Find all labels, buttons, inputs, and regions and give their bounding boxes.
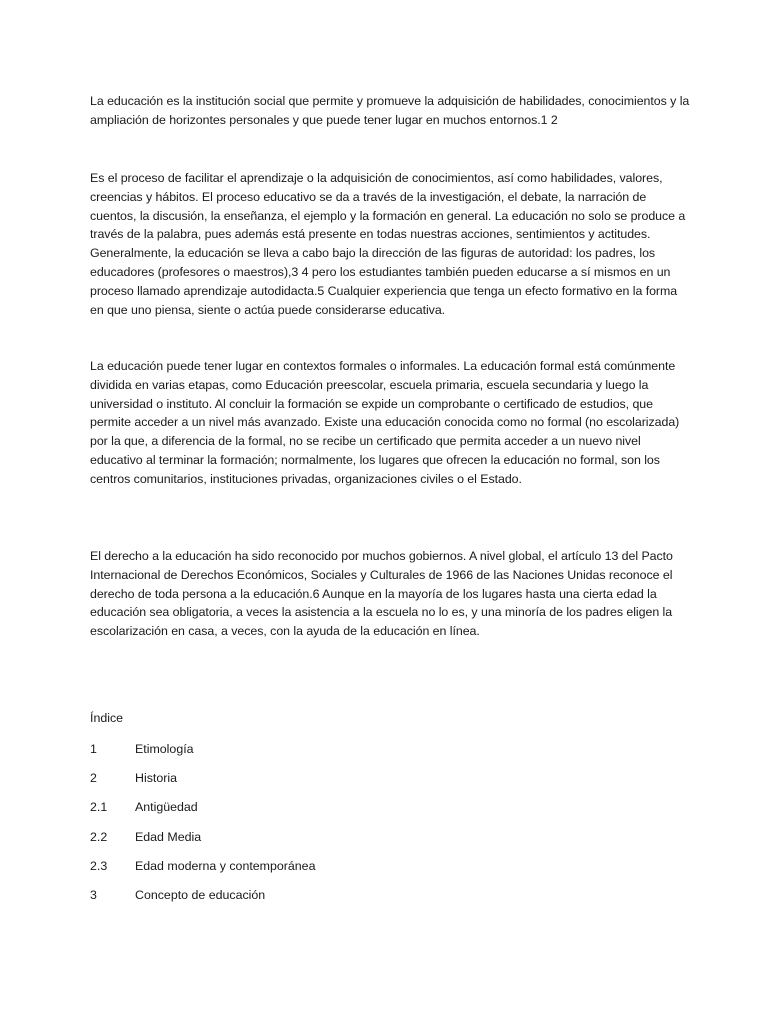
toc-label: Edad Media <box>135 829 202 844</box>
toc-label: Etimología <box>135 742 194 756</box>
toc-item[interactable] <box>90 828 315 857</box>
toc-item[interactable] <box>90 740 315 769</box>
toc-item[interactable] <box>90 798 315 827</box>
toc-number: 2.3 <box>90 858 108 873</box>
toc-number: 2.2 <box>90 829 108 844</box>
toc-item[interactable] <box>90 857 315 886</box>
table-of-contents <box>90 740 315 915</box>
toc-number: 2.1 <box>90 800 108 815</box>
paragraph-process: Es el proceso de facilitar el aprendizaje o la adquisición de conocimientos, así como habilidades, valores, creencias y hábitos. El proceso educativo se da a través de la investigación, el debate, la narración de cuentos, la discusión, la enseñanza, el ejemplo y la formación en general. La educación no solo se produce a través de la palabra, pues además está presente en todas nuestras acciones, sentimientos y actitudes. Generalmente, la educación se lleva a cabo bajo la dirección de las figuras de autoridad: los padres, los educadores (profesores o maestros),3 4 pero los estudiantes también pueden educarse a sí mismos en un proceso llamado aprendizaje autodidacta.5 Cualquier experiencia que tenga un efecto formativo en la forma en que uno piensa, siente o actúa puede considerarse educativa. <box>90 171 686 317</box>
index-title: Índice <box>90 711 124 725</box>
toc-number: 2 <box>90 771 97 786</box>
toc-number: 3 <box>90 887 97 902</box>
toc-label: Concepto de educación <box>135 887 266 902</box>
toc-label: Antigüedad <box>135 800 198 815</box>
paragraph-contexts: La educación puede tener lugar en contextos formales o informales. La educación formal está comúnmente dividida en varias etapas, como Educación preescolar, escuela primaria, escuela secundaria y luego la universidad o instituto. Al concluir la formación se expide un comprobante o certificado de estudios, que permite acceder a un nivel más avanzado. Existe una educación conocida como no formal (no escolarizada) por la que, a diferencia de la formal, no se recibe un certificado que permita acceder a un nuevo nivel educativo al terminar la formación; normalmente, los lugares que ofrecen la educación no formal, son los centros comunitarios, instituciones privadas, organizaciones civiles o el Estado. <box>90 359 680 486</box>
toc-item[interactable] <box>90 769 315 798</box>
paragraph-right: El derecho a la educación ha sido reconocido por muchos gobiernos. A nivel global, el artículo 13 del Pacto Internacional de Derechos Económicos, Sociales y Culturales de 1966 de las Naciones Unidas reconoce el derecho de toda persona a la educación.6 Aunque en la mayoría de los lugares hasta una cierta edad la educación sea obligatoria, a veces la asistencia a la escuela no lo es, y una minoría de los padres eligen la escolarización en casa, a veces, con la ayuda de la educación en línea. <box>90 549 673 639</box>
toc-label: Historia <box>135 771 177 786</box>
paragraph-intro: La educación es la institución social que permite y promueve la adquisición de habilidades, conocimientos y la ampliación de horizontes personales y que puede tener lugar en muchos entornos.1 2 <box>90 94 690 127</box>
toc-label: Edad moderna y contemporánea <box>135 858 316 873</box>
toc-item[interactable] <box>90 886 315 915</box>
toc-number: 1 <box>90 742 97 756</box>
